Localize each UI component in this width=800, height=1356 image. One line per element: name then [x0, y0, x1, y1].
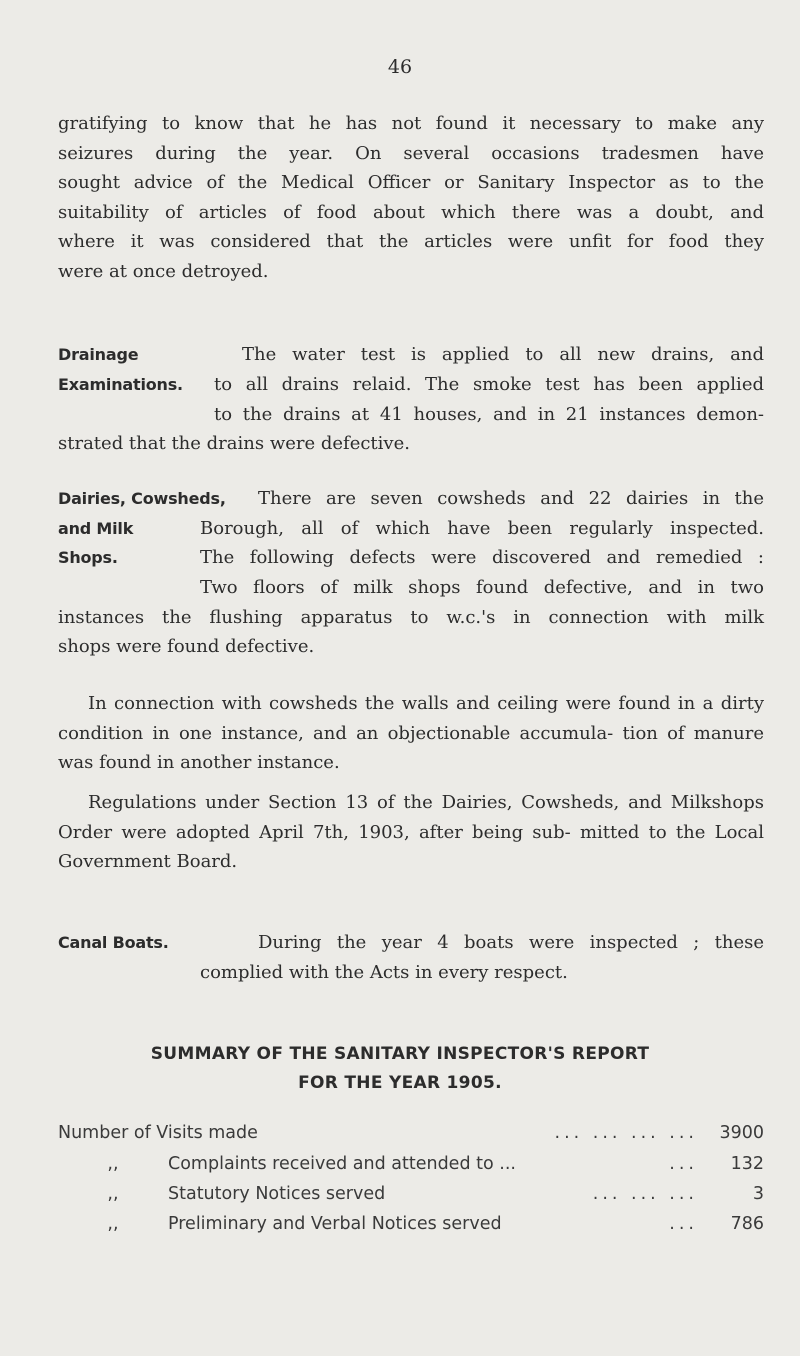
- summary-subtitle: FOR THE YEAR 1905.: [298, 1073, 502, 1093]
- intro-paragraph: [58, 109, 764, 286]
- summary-row-value: 786: [730, 1214, 764, 1234]
- intro-line: were at once detroyed.: [58, 260, 269, 282]
- canal-boats-side-label: Canal Boats.: [58, 933, 169, 952]
- dairies-side-label-2: and Milk: [58, 519, 134, 538]
- summary-row-label: Preliminary and Verbal Notices served: [168, 1214, 502, 1234]
- dairies-line: The following defects were discovered and remedied :: [200, 547, 764, 568]
- summary-row: [58, 1119, 764, 1147]
- drainage-line: strated that the drains were defective.: [58, 433, 410, 454]
- summary-row-label: Complaints received and attended to ...: [168, 1154, 516, 1174]
- ditto-mark: ,,: [107, 1184, 119, 1204]
- dairies-side-label-3: Shops.: [58, 548, 118, 567]
- page-number: 46: [387, 56, 413, 78]
- cowsheds-paragraph: In connection with cowsheds the walls and ceiling were found in a dirty condition in one instance, and an objectionable accumula- tion of manure was found in another instance.: [58, 693, 764, 773]
- leader-dots: ...: [669, 1214, 698, 1234]
- canal-line: complied with the Acts in every respect.: [200, 962, 568, 983]
- summary-title: SUMMARY OF THE SANITARY INSPECTOR'S REPORT: [150, 1044, 650, 1064]
- leader-dots: ...: [669, 1154, 698, 1174]
- drainage-line: The water test is applied to all new drains, and: [242, 344, 764, 365]
- summary-row-label: Statutory Notices served: [168, 1184, 386, 1204]
- intro-line: seizures during the year. On several occasions tradesmen have: [58, 142, 764, 164]
- intro-line: gratifying to know that he has not found it necessary to make any: [58, 113, 764, 134]
- drainage-side-label-2: Examinations.: [58, 375, 183, 394]
- summary-row-value: 132: [730, 1154, 764, 1174]
- dairies-line: Borough, all of which have been regularly inspected.: [200, 518, 764, 539]
- drainage-line: to the drains at 41 houses, and in 21 instances demon-: [214, 404, 764, 425]
- ditto-mark: ,,: [107, 1214, 119, 1234]
- intro-line: suitability of articles of food about which there was a doubt, and: [58, 201, 764, 223]
- summary-row: [58, 1180, 764, 1208]
- summary-row-value: 3: [752, 1184, 764, 1204]
- canal-line: During the year 4 boats were inspected ; these: [258, 932, 764, 953]
- dairies-line: shops were found defective.: [58, 636, 315, 657]
- dairies-line: instances the flushing apparatus to w.c.'s in connection with milk: [58, 607, 764, 628]
- summary-row-value: 3900: [719, 1123, 764, 1143]
- intro-line: where it was considered that the articles were unfit for food they: [58, 231, 764, 252]
- drainage-side-label: Drainage: [58, 345, 139, 364]
- dairies-line: There are seven cowsheds and 22 dairies in the: [258, 488, 764, 509]
- dairies-line: Two floors of milk shops found defective, and in two: [200, 577, 764, 598]
- dairies-side-label: Dairies, Cowsheds,: [58, 489, 226, 508]
- regulations-paragraph: Regulations under Section 13 of the Dairies, Cowsheds, and Milkshops Order were adopted April 7th, 1903, after being sub- mitted to the Local Government Board.: [58, 792, 764, 872]
- ditto-mark: ,,: [107, 1154, 119, 1174]
- intro-line: sought advice of the Medical Officer or Sanitary Inspector as to the: [58, 172, 764, 193]
- summary-row: [58, 1210, 764, 1238]
- leader-dots: ... ... ...: [592, 1184, 698, 1204]
- summary-row-label: Number of Visits made: [58, 1123, 258, 1143]
- drainage-line: to all drains relaid. The smoke test has been applied: [214, 374, 764, 395]
- leader-dots: ... ... ... ...: [554, 1123, 698, 1143]
- summary-row: [58, 1150, 764, 1178]
